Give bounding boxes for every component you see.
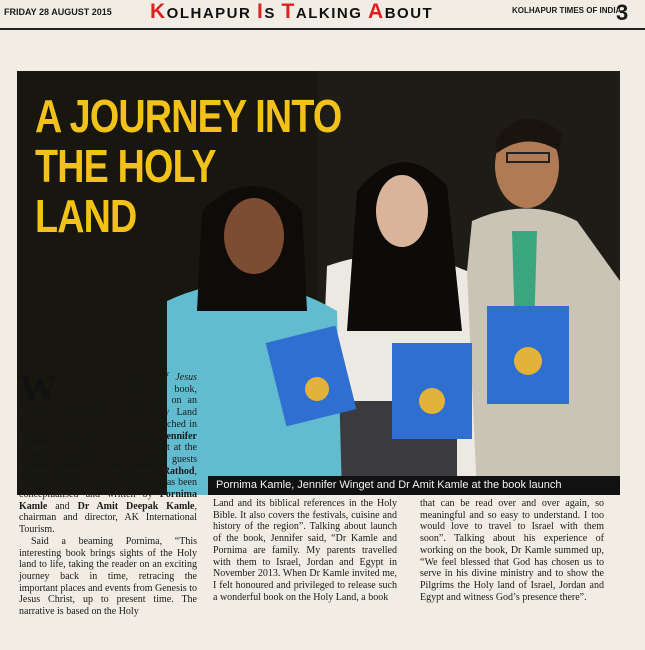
text-run: and — [47, 500, 78, 512]
issue-date: FRIDAY 28 AUGUST 2015 — [4, 7, 112, 17]
text-run: Rev. Andrew Rathod — [103, 465, 195, 477]
article-column-1 — [19, 368, 197, 618]
section-title: KOLHAPUR IS TALKING ABOUT — [150, 0, 434, 23]
book-right — [487, 306, 569, 404]
article-column-2: Land and its biblical references in the Holy Bible. It also covers the festivals, cuisine and history of the region”. Talking about launch of the book, Jennifer said, “Dr Kamle and Pornima are family. My parents travelled with them to Israel, Jordan and Egypt in November 2013. When Dr Kamle invited me, I felt honoured and privileged to release such a wonderful book on the Holy Land, a book — [213, 498, 397, 603]
text-run: Jennifer Winget — [19, 430, 197, 454]
text-run: Chandu Borde — [19, 465, 83, 477]
text-run: alk on the footsteps of Jesus Christ — [61, 372, 197, 395]
text-run: and — [82, 465, 104, 477]
text-run: Dr Amit Deepak Kamle — [77, 500, 195, 512]
article-paragraph-2: Said a beaming Pornima, “This interesting book brings sights of the Holy land to life, taking the reader on an exciting journey back in time, retracing the important places and events from Genesis to Jesus Christ, up to present time. The narrative is based on the Holy — [19, 535, 197, 618]
text-run: , chairman and director, AK International Tourism. — [19, 500, 197, 536]
paper-name: KOLHAPUR TIMES OF INDIA — [512, 6, 622, 15]
photo-caption: Pornima Kamle, Jennifer Winget and Dr Amit Kamle at the book launch — [208, 476, 620, 495]
page-number: 3 — [616, 0, 629, 25]
article-column-3: that can be read over and over again, so meaningful and so easy to understand. I too would love to travel to Israel with them soon”. Talking about his experience of working on the book, Dr Kamle summed up, “We feel blessed that God has chosen us to serve in his divine ministry and to show the Pilgrims the Holy land of Israel, Jordan and Egypt and witness God’s presence there”. — [420, 498, 604, 603]
text-run: , bishop of Pune Diocese. The book has been conceptualised and written by — [19, 465, 197, 501]
book-middle — [392, 343, 472, 439]
text-run: on August 24. Also, present at the launch ceremony were special guests — [19, 442, 197, 465]
headline: A JOURNEY INTO THE HOLY LAND — [35, 90, 342, 242]
masthead — [0, 0, 645, 30]
drop-cap: W — [19, 368, 57, 410]
text-run: , an inspirational book, which takes the readers on an exclusive pilgrimage of the Holy Land (Israel, Jordan and Egypt), was launched in Pune, by film and TV actress, — [19, 383, 197, 442]
text-run: Pornima Kamle — [19, 489, 197, 512]
